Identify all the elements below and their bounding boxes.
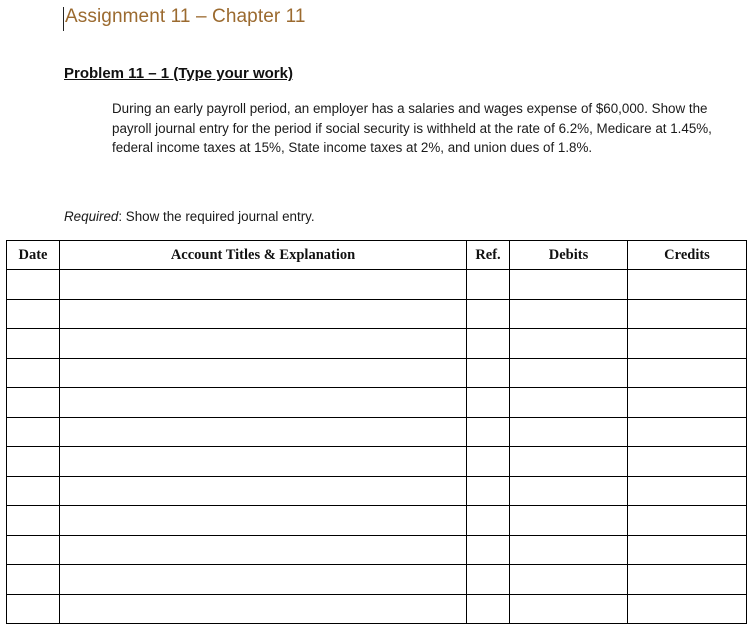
document-title: Assignment 11 – Chapter 11 bbox=[65, 6, 306, 27]
account-cell[interactable] bbox=[60, 417, 467, 447]
credit-cell[interactable] bbox=[628, 535, 747, 565]
table-row bbox=[7, 594, 747, 624]
debit-cell[interactable] bbox=[510, 417, 628, 447]
debit-cell[interactable] bbox=[510, 565, 628, 595]
account-cell[interactable] bbox=[60, 565, 467, 595]
credit-cell[interactable] bbox=[628, 388, 747, 418]
table-row bbox=[7, 476, 747, 506]
debit-cell[interactable] bbox=[510, 594, 628, 624]
date-cell[interactable] bbox=[7, 594, 60, 624]
table-row bbox=[7, 447, 747, 477]
debit-cell[interactable] bbox=[510, 506, 628, 536]
account-cell[interactable] bbox=[60, 476, 467, 506]
credit-cell[interactable] bbox=[628, 506, 747, 536]
credit-cell[interactable] bbox=[628, 329, 747, 359]
debit-cell[interactable] bbox=[510, 270, 628, 300]
account-cell[interactable] bbox=[60, 299, 467, 329]
date-cell[interactable] bbox=[7, 565, 60, 595]
account-cell[interactable] bbox=[60, 270, 467, 300]
column-header-date: Date bbox=[7, 241, 60, 270]
ref-cell[interactable] bbox=[467, 594, 510, 624]
table-row bbox=[7, 535, 747, 565]
account-cell[interactable] bbox=[60, 447, 467, 477]
date-cell[interactable] bbox=[7, 358, 60, 388]
account-cell[interactable] bbox=[60, 329, 467, 359]
credit-cell[interactable] bbox=[628, 358, 747, 388]
required-instruction bbox=[64, 209, 315, 224]
account-cell[interactable] bbox=[60, 535, 467, 565]
table-row bbox=[7, 417, 747, 447]
debit-cell[interactable] bbox=[510, 358, 628, 388]
column-header-debits: Debits bbox=[510, 241, 628, 270]
journal-entry-table bbox=[6, 240, 747, 624]
table-row bbox=[7, 270, 747, 300]
date-cell[interactable] bbox=[7, 299, 60, 329]
column-header-credits: Credits bbox=[628, 241, 747, 270]
credit-cell[interactable] bbox=[628, 417, 747, 447]
ref-cell[interactable] bbox=[467, 506, 510, 536]
ref-cell[interactable] bbox=[467, 358, 510, 388]
table-row bbox=[7, 388, 747, 418]
table-row bbox=[7, 299, 747, 329]
required-label: Required bbox=[64, 209, 119, 224]
table-header-row bbox=[7, 241, 747, 270]
credit-cell[interactable] bbox=[628, 299, 747, 329]
date-cell[interactable] bbox=[7, 270, 60, 300]
debit-cell[interactable] bbox=[510, 447, 628, 477]
debit-cell[interactable] bbox=[510, 388, 628, 418]
required-text: : Show the required journal entry. bbox=[118, 209, 315, 224]
ref-cell[interactable] bbox=[467, 535, 510, 565]
date-cell[interactable] bbox=[7, 329, 60, 359]
debit-cell[interactable] bbox=[510, 329, 628, 359]
problem-heading: Problem 11 – 1 (Type your work) bbox=[64, 65, 293, 82]
credit-cell[interactable] bbox=[628, 476, 747, 506]
column-header-account-titles: Account Titles & Explanation bbox=[60, 241, 467, 270]
account-cell[interactable] bbox=[60, 358, 467, 388]
table-row bbox=[7, 329, 747, 359]
debit-cell[interactable] bbox=[510, 535, 628, 565]
ref-cell[interactable] bbox=[467, 565, 510, 595]
date-cell[interactable] bbox=[7, 506, 60, 536]
credit-cell[interactable] bbox=[628, 565, 747, 595]
debit-cell[interactable] bbox=[510, 299, 628, 329]
table-row bbox=[7, 358, 747, 388]
account-cell[interactable] bbox=[60, 388, 467, 418]
table-row bbox=[7, 506, 747, 536]
debit-cell[interactable] bbox=[510, 476, 628, 506]
credit-cell[interactable] bbox=[628, 594, 747, 624]
column-header-ref: Ref. bbox=[467, 241, 510, 270]
ref-cell[interactable] bbox=[467, 476, 510, 506]
problem-description: During an early payroll period, an employer has a salaries and wages expense of $60,000. Show the payroll journal entry for the period if social security is withheld at the rate of 6.2%, Medicare at 1.45%, federal income taxes at 15%, State income taxes at 2%, and union dues of 1.8%. bbox=[112, 101, 712, 155]
ref-cell[interactable] bbox=[467, 329, 510, 359]
ref-cell[interactable] bbox=[467, 447, 510, 477]
text-cursor bbox=[63, 7, 64, 31]
credit-cell[interactable] bbox=[628, 447, 747, 477]
date-cell[interactable] bbox=[7, 417, 60, 447]
account-cell[interactable] bbox=[60, 594, 467, 624]
ref-cell[interactable] bbox=[467, 299, 510, 329]
date-cell[interactable] bbox=[7, 447, 60, 477]
journal-table-body bbox=[7, 270, 747, 624]
credit-cell[interactable] bbox=[628, 270, 747, 300]
ref-cell[interactable] bbox=[467, 417, 510, 447]
ref-cell[interactable] bbox=[467, 388, 510, 418]
table-row bbox=[7, 565, 747, 595]
date-cell[interactable] bbox=[7, 535, 60, 565]
date-cell[interactable] bbox=[7, 476, 60, 506]
account-cell[interactable] bbox=[60, 506, 467, 536]
date-cell[interactable] bbox=[7, 388, 60, 418]
ref-cell[interactable] bbox=[467, 270, 510, 300]
